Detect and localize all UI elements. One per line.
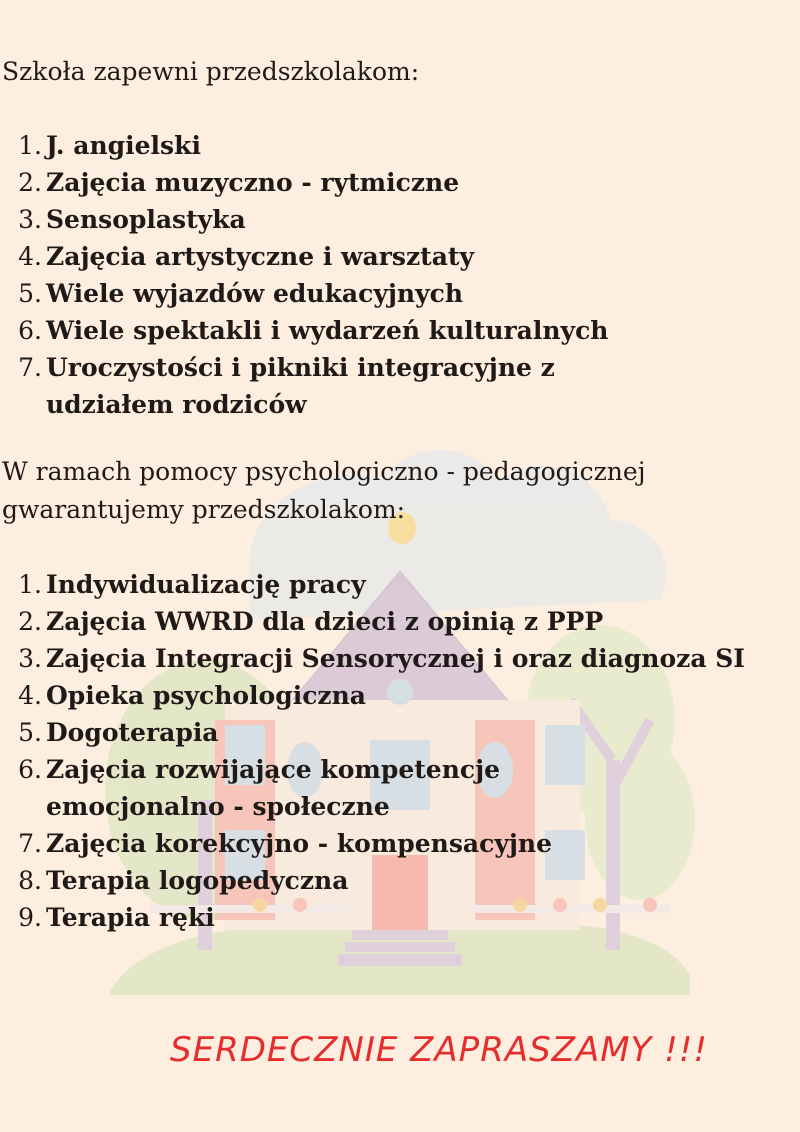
list-item (0, 349, 646, 423)
list-item-text: Zajęcia artystyczne i warsztaty (46, 242, 475, 271)
list-item (0, 201, 706, 238)
list-item-text: Zajęcia rozwijające kompetencje emocjonalno - społeczne (46, 755, 501, 821)
list-item-text: Sensoplastyka (46, 205, 246, 234)
list-item (0, 751, 686, 825)
list-number: 8. (18, 866, 42, 895)
list-number: 7. (18, 353, 42, 382)
list-item (0, 164, 706, 201)
list-item (0, 677, 706, 714)
list-item (0, 825, 706, 862)
list-number: 2. (18, 607, 42, 636)
section2-heading-line2: gwarantujemy przedszkolakom: (2, 495, 406, 524)
list-item (0, 566, 706, 603)
list-item (0, 714, 706, 751)
list-number: 6. (18, 316, 42, 345)
list-item-text: Indywidualizację pracy (46, 570, 366, 599)
list-number: 4. (18, 681, 42, 710)
support-list (0, 566, 786, 936)
list-number: 6. (18, 755, 42, 784)
list-item-text: Zajęcia korekcyjno - kompensacyjne (46, 829, 553, 858)
list-item-text: Terapia logopedyczna (46, 866, 349, 895)
list-item (0, 640, 786, 677)
list-item (0, 603, 706, 640)
list-number: 7. (18, 829, 42, 858)
list-number: 5. (18, 718, 42, 747)
list-number: 3. (18, 644, 42, 673)
list-number: 1. (18, 131, 42, 160)
section1-heading: Szkoła zapewni przedszkolakom: (2, 57, 420, 86)
list-item (0, 862, 706, 899)
list-number: 9. (18, 903, 42, 932)
list-number: 5. (18, 279, 42, 308)
list-item (0, 275, 706, 312)
school-offer-list (0, 127, 706, 423)
list-item-text: Uroczystości i pikniki integracyjne z udziałem rodziców (46, 353, 555, 419)
invitation-text: SERDECZNIE ZAPRASZAMY !!! (170, 1030, 709, 1070)
list-item-text: Wiele spektakli i wydarzeń kulturalnych (46, 316, 609, 345)
list-item-text: Terapia ręki (46, 903, 215, 932)
list-item (0, 127, 706, 164)
list-item-text: J. angielski (46, 131, 201, 160)
list-item-text: Opieka psychologiczna (46, 681, 366, 710)
list-item-text: Wiele wyjazdów edukacyjnych (46, 279, 463, 308)
list-item (0, 312, 706, 349)
section2-heading-line1: W ramach pomocy psychologiczno - pedagogicznej (2, 457, 646, 486)
list-item-text: Zajęcia WWRD dla dzieci z opinią z PPP (46, 607, 604, 636)
list-number: 1. (18, 570, 42, 599)
list-number: 3. (18, 205, 42, 234)
list-item (0, 899, 706, 936)
list-item-text: Zajęcia muzyczno - rytmiczne (46, 168, 460, 197)
list-number: 4. (18, 242, 42, 271)
list-item-text: Dogoterapia (46, 718, 219, 747)
list-item-text: Zajęcia Integracji Sensorycznej i oraz diagnoza SI (46, 644, 745, 673)
list-number: 2. (18, 168, 42, 197)
list-item (0, 238, 706, 275)
